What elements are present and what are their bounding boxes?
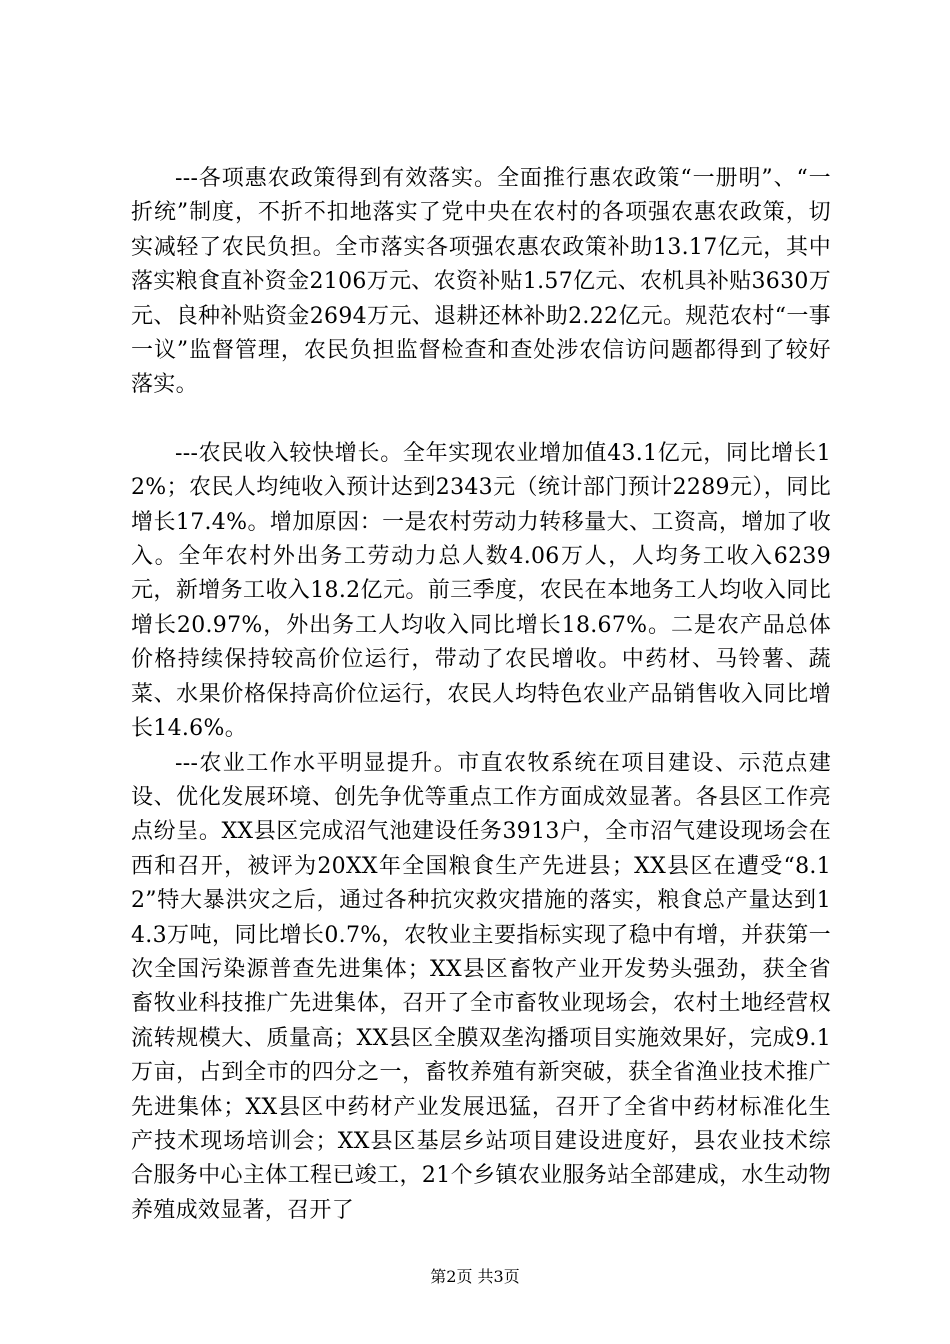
paragraph-agricultural-work: ---农业工作水平明显提升。市直农牧系统在项目建设、示范点建设、优化发展环境、创先争优等重点工作方面成效显著。各县区工作亮点纷呈。XX县区完成沼气池建设任务3913户，全市沼气建设现场会在西和召开，被评为20XX年全国粮食生产先进县；XX县区在遭受“8.12”特大暴洪灾之后，通过各种抗灾救灾措施的落实，粮食总产量达到14.3万吨，同比增长0.7%，农牧业主要指标实现了稳中有增，并获第一次全国污染源普查先进集体；XX县区畜牧产业开发势头强劲，获全省畜牧业科技推广先进集体，召开了全市畜牧业现场会，农村土地经营权流转规模大、质量高；XX县区全膜双垄沟播项目实施效果好，完成9.1万亩，占到全市的四分之一，畜牧养殖有新突破，获全省渔业技术推广先进集体；XX县区中药材产业发展迅猛，召开了全省中药材标准化生产技术现场培训会；XX县区基层乡站项目建设进度好，县农业技术综合服务中心主体工程已竣工，21个乡镇农业服务站全部建成，水生动物养殖成效显著，召开了 bbox=[131, 750, 831, 1223]
paragraph-policy-implementation: ---各项惠农政策得到有效落实。全面推行惠农政策“一册明”、“一折统”制度，不折不扣地落实了党中央在农村的各项强农惠农政策，切实减轻了农民负担。全市落实各项强农惠农政策补助13.17亿元，其中落实粮食直补资金2106万元、农资补贴1.57亿元、农机具补贴3630万元、良种补贴资金2694万元、退耕还林补助2.22亿元。规范农村“一事一议”监督管理，农民负担监督检查和查处涉农信访问题都得到了较好落实。 bbox=[131, 166, 831, 398]
paragraph-farmer-income: ---农民收入较快增长。全年实现农业增加值43.1亿元，同比增长12%；农民人均纯收入预计达到2343元（统计部门预计2289元），同比增长17.4%。增加原因：一是农村劳动力转移量大、工资高，增加了收入。全年农村外出务工劳动力总人数4.06万人，人均务工收入6239元，新增务工收入18.2亿元。前三季度，农民在本地务工人均收入同比增长20.97%，外出务工人均收入同比增长18.67%。二是农产品总体价格持续保持较高价位运行，带动了农民增收。中药材、马铃薯、蔬菜、水果价格保持高价位运行，农民人均特色农业产品销售收入同比增长14.6%。 bbox=[131, 440, 831, 742]
document-body bbox=[131, 162, 831, 1228]
page-number-footer: 第2页 共3页 bbox=[430, 1267, 520, 1286]
